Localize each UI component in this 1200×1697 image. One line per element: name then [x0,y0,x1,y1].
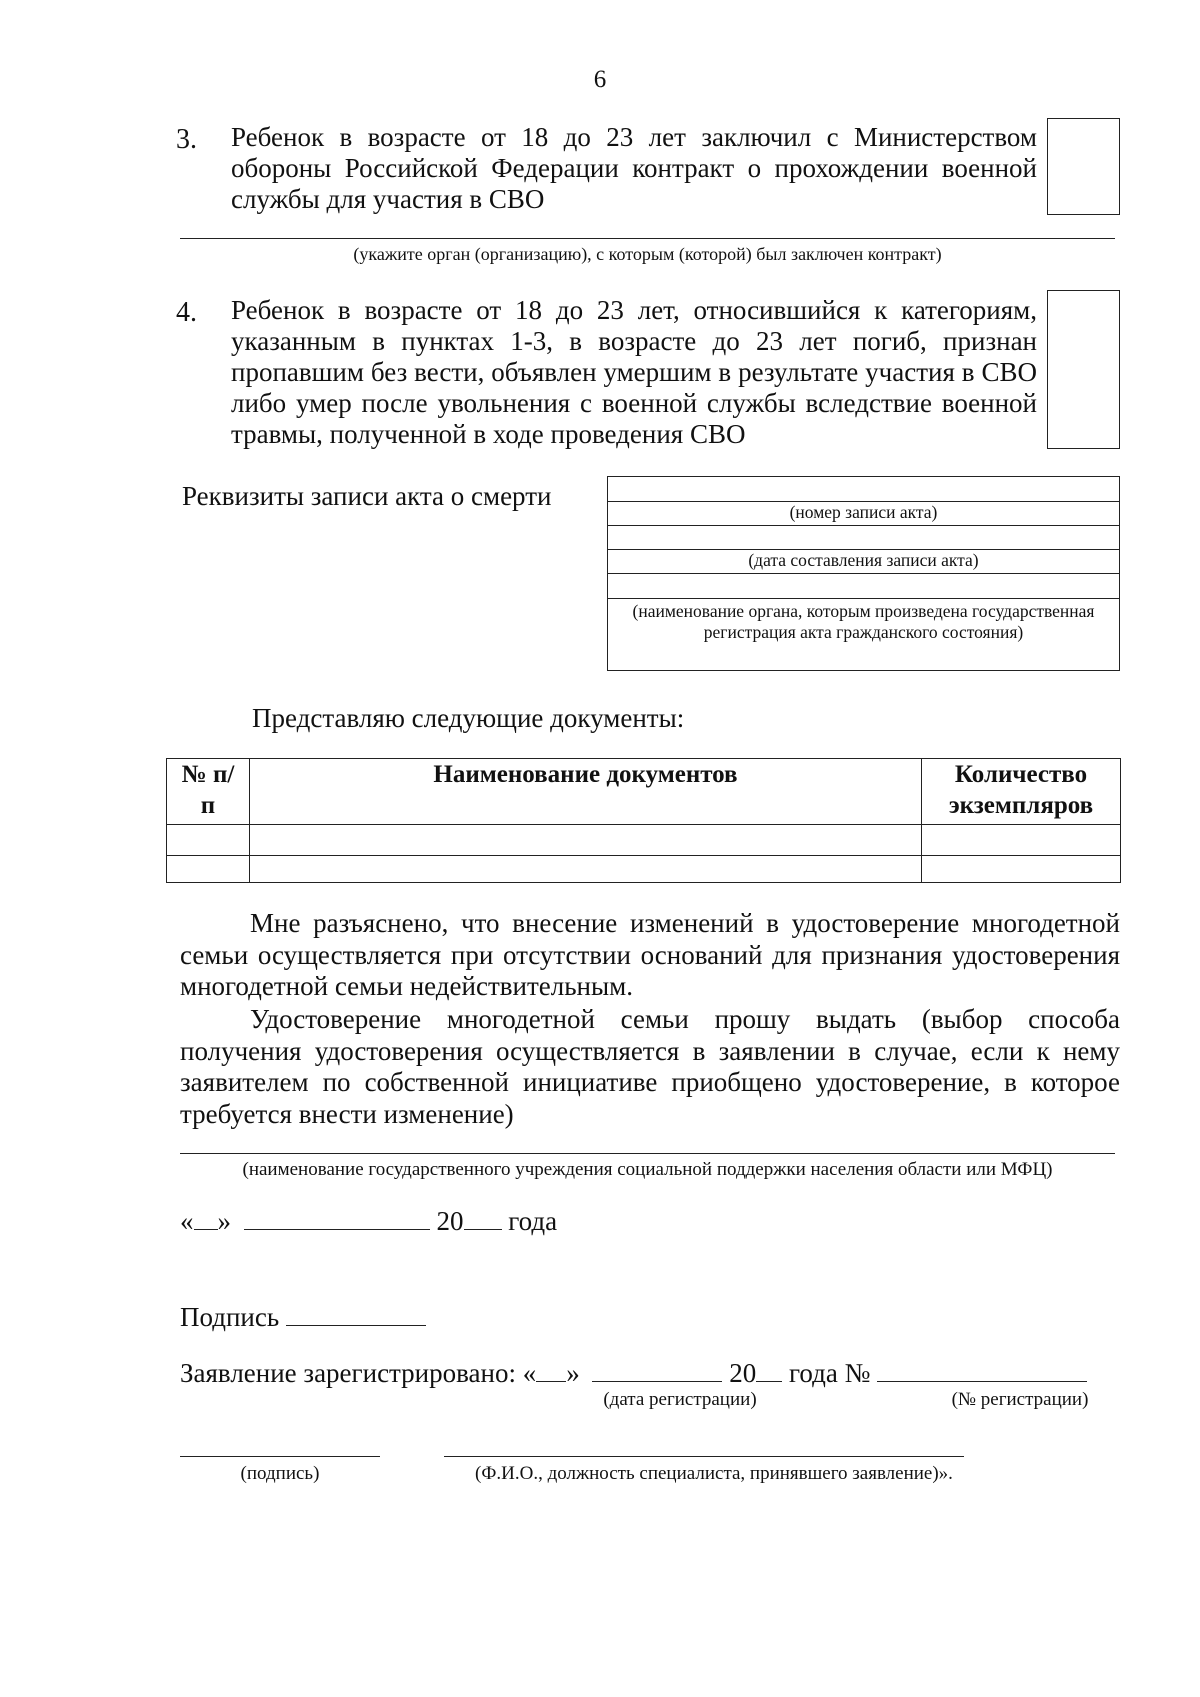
signature-line [180,1302,426,1333]
specialist-name-line[interactable] [444,1456,964,1457]
item-4-text: Ребенок в возрасте от 18 до 23 лет, относившийся к категориям, указанным в пунктах 1-3, в возрасте до 23 лет погиб, признан пропавшим без вести, объявлен умершим в результате участия в СВО либо умер после увольнения с военной службы вследствие военной травмы, полученной в ходе проведения СВО [231,295,1037,449]
registration-label: Заявление зарегистрировано: [180,1358,516,1388]
death-record-label: Реквизиты записи акта о смерти [182,481,552,511]
record-organ-caption: (наименование органа, которым произведена государственная регистрация акта гражданского состояния) [632,601,1095,642]
reg-number-caption: (№ регистрации) [951,1389,1089,1410]
day-field[interactable] [194,1207,218,1230]
open-quote: « [180,1206,194,1236]
record-organ-field[interactable] [608,574,1119,599]
record-date-field[interactable] [608,526,1119,550]
header-number: № п/п [167,759,250,825]
registration-line [180,1358,1087,1389]
application-date-line [180,1206,557,1237]
reg-month-field[interactable] [592,1359,722,1382]
explanation-paragraph [180,908,1120,1003]
record-number-field[interactable] [608,477,1119,502]
reg-year-suffix: года № [788,1358,871,1388]
cell-document-name[interactable] [250,856,922,883]
issue-request-paragraph [180,1004,1120,1130]
table-row [167,824,1121,856]
contract-organ-caption: (укажите орган (организацию), с которым (которой) был заключен контракт) [353,244,942,264]
issue-request-text: Удостоверение многодетной семьи прошу выдать (выбор способа получения удостоверения осуществляется в заявлении в случае, если к нему заявителем по собственной инициативе приобщено удостоверение, в которое требуется внести изменение) [180,1004,1120,1129]
reg-number-field[interactable] [877,1359,1087,1382]
record-number-caption: (номер записи акта) [608,502,1119,526]
year-field[interactable] [464,1207,502,1230]
year-suffix: года [508,1206,558,1236]
documents-table [166,758,1120,883]
close-quote: » [217,1206,231,1236]
specialist-signature-caption: (подпись) [240,1463,320,1484]
institution-line[interactable] [180,1153,1115,1154]
table-row [167,856,1121,883]
cell-copies[interactable] [922,824,1121,856]
item-3-number: 3. [176,124,197,155]
cell-copies[interactable] [922,856,1121,883]
reg-year-prefix: 20 [729,1358,757,1388]
reg-day-field[interactable] [536,1359,566,1382]
reg-date-caption: (дата регистрации) [603,1389,757,1410]
institution-caption: (наименование государственного учреждения социальной поддержки населения области или МФЦ) [242,1159,1053,1180]
specialist-signature-line[interactable] [180,1456,380,1457]
year-prefix: 20 [436,1206,464,1236]
signature-field[interactable] [286,1303,426,1326]
item-3-text: Ребенок в возрасте от 18 до 23 лет заключил с Министерством обороны Российской Федерации контракт о прохождении военной службы для участия в СВО [231,122,1037,214]
item-4-checkbox[interactable] [1047,290,1120,449]
month-field[interactable] [244,1207,430,1230]
record-date-caption: (дата составления записи акта) [608,550,1119,574]
specialist-name-caption: (Ф.И.О., должность специалиста, принявшего заявление)». [475,1463,953,1484]
header-document-name: Наименование документов [250,759,922,825]
item-4-number: 4. [176,297,197,328]
reg-close-quote: » [566,1358,580,1388]
item-3-checkbox[interactable] [1047,118,1120,215]
reg-year-field[interactable] [756,1359,782,1382]
header-copies: Количество экземпляров [922,759,1121,825]
page-number: 6 [593,66,607,93]
cell-number[interactable] [167,856,250,883]
explanation-text: Мне разъяснено, что внесение изменений в удостоверение многодетной семьи осуществляется при отсутствии оснований для признания удостоверения многодетной семьи недействительным. [180,908,1120,1001]
cell-number[interactable] [167,824,250,856]
death-record-table [607,476,1120,671]
contract-organ-line[interactable] [180,238,1115,239]
reg-open-quote: « [522,1358,537,1388]
cell-document-name[interactable] [250,824,922,856]
signature-label: Подпись [180,1302,280,1332]
documents-intro: Представляю следующие документы: [252,703,685,733]
